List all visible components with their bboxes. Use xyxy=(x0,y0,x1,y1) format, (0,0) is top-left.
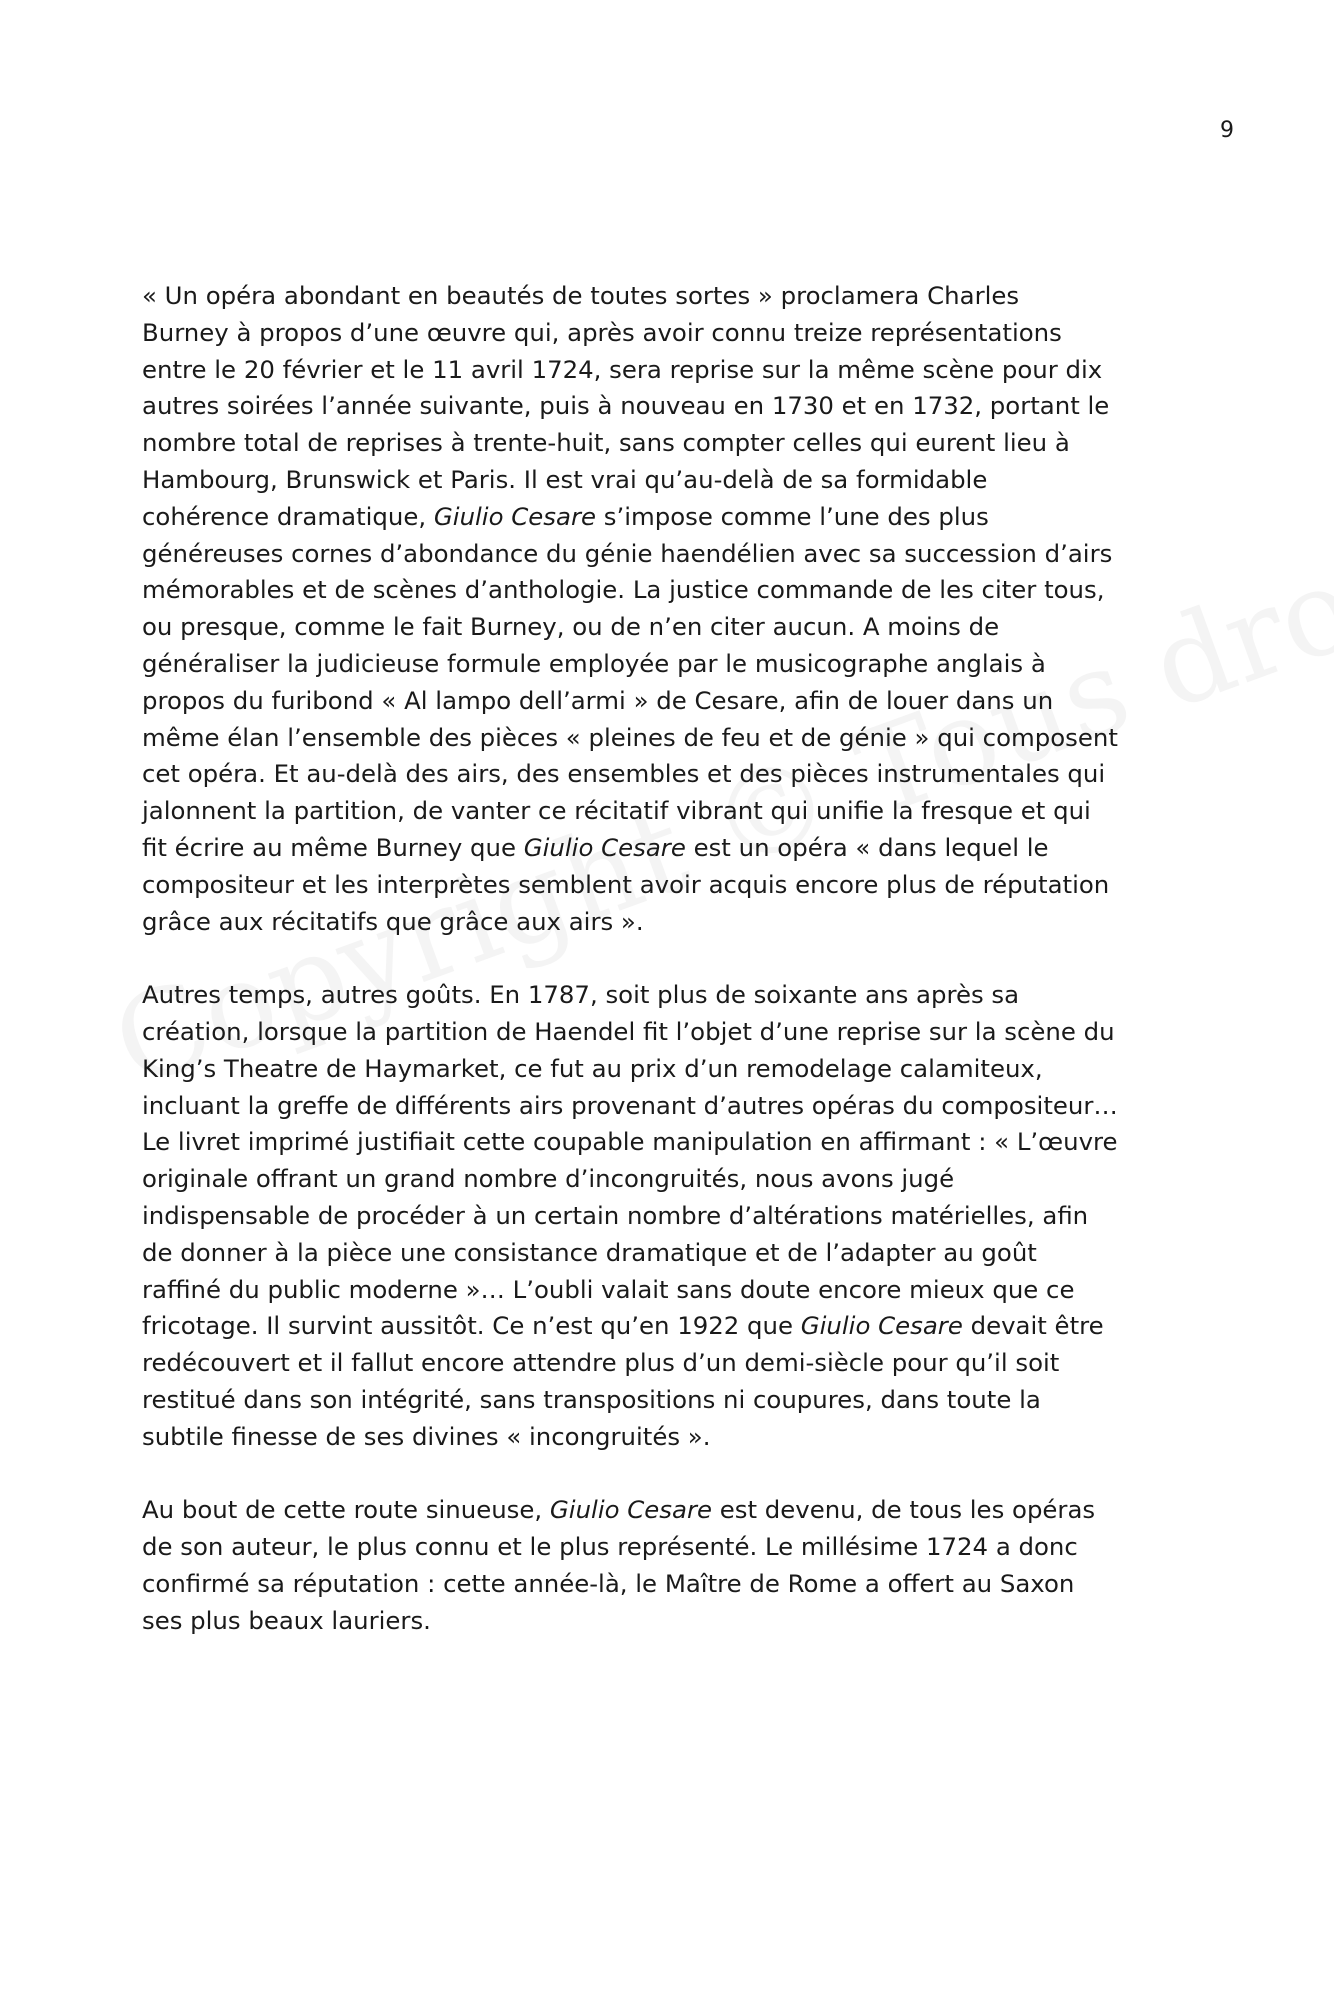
text-line: propos du furibond « Al lampo dell’armi » de Cesare, afin de louer dans un xyxy=(142,685,1054,715)
text-line: même élan l’ensemble des pièces « pleines de feu et de génie » qui composent xyxy=(142,722,1118,752)
text-segment: fricotage. Il survint aussitôt. Ce n’est qu’en 1922 que xyxy=(142,1311,801,1341)
text-line: de son auteur, le plus connu et le plus représenté. Le millésime 1724 a donc xyxy=(142,1532,1078,1562)
text-line: ses plus beaux lauriers. xyxy=(142,1605,431,1635)
opera-title-italic: Giulio Cesare xyxy=(433,501,596,531)
opera-title-italic: Giulio Cesare xyxy=(549,1495,712,1525)
text-line: King’s Theatre de Haymarket, ce fut au prix d’un remodelage calamiteux, xyxy=(142,1053,1043,1083)
page-number: 9 xyxy=(1220,118,1234,143)
text-segment: devait être xyxy=(962,1311,1104,1341)
paragraph-3 xyxy=(142,1492,1197,1639)
text-line: jalonnent la partition, de vanter ce récitatif vibrant qui unifie la fresque et qui xyxy=(142,796,1091,826)
text-segment: fit écrire au même Burney que xyxy=(142,832,524,862)
text-segment: est un opéra « dans lequel le xyxy=(685,832,1049,862)
text-line: indispensable de procéder à un certain nombre d’altérations matérielles, afin xyxy=(142,1200,1089,1230)
text-segment: est devenu, de tous les opéras xyxy=(712,1495,1096,1525)
text-line: « Un opéra abondant en beautés de toutes sortes » proclamera Charles xyxy=(142,281,1020,310)
text-line: originale offrant un grand nombre d’incongruités, nous avons jugé xyxy=(142,1164,955,1194)
text-line: entre le 20 février et le 11 avril 1724, sera reprise sur la même scène pour dix xyxy=(142,354,1103,384)
text-line: création, lorsque la partition de Haendel fit l’objet d’une reprise sur la scène du xyxy=(142,1016,1115,1046)
paragraph-1 xyxy=(142,278,1197,940)
text-line xyxy=(142,499,1197,536)
text-line: compositeur et les interprètes semblent avoir acquis encore plus de réputation xyxy=(142,869,1110,899)
text-line: généraliser la judicieuse formule employée par le musicographe anglais à xyxy=(142,648,1046,678)
text-line: ou presque, comme le fait Burney, ou de n’en citer aucun. A moins de xyxy=(142,612,1000,642)
text-line: raffiné du public moderne »… L’oubli valait sans doute encore mieux que ce xyxy=(142,1274,1075,1304)
text-line: incluant la greffe de différents airs provenant d’autres opéras du compositeur… xyxy=(142,1090,1118,1120)
text-line: redécouvert et il fallut encore attendre plus d’un demi-siècle pour qu’il soit xyxy=(142,1348,1060,1378)
text-line: généreuses cornes d’abondance du génie haendélien avec sa succession d’airs xyxy=(142,538,1113,568)
text-segment: cohérence dramatique, xyxy=(142,501,434,531)
text-line: Le livret imprimé justifiait cette coupable manipulation en affirmant : « L’œuvre xyxy=(142,1127,1118,1157)
opera-title-italic: Giulio Cesare xyxy=(800,1311,963,1341)
text-line xyxy=(142,1492,1197,1529)
text-line: grâce aux récitatifs que grâce aux airs ». xyxy=(142,906,644,936)
text-line: de donner à la pièce une consistance dramatique et de l’adapter au goût xyxy=(142,1237,1037,1267)
text-segment: s’impose comme l’une des plus xyxy=(595,501,989,531)
text-segment: Au bout de cette route sinueuse, xyxy=(142,1495,550,1525)
text-line xyxy=(142,830,1197,867)
text-line: restitué dans son intégrité, sans transpositions ni coupures, dans toute la xyxy=(142,1384,1041,1414)
text-line: cet opéra. Et au-delà des airs, des ensembles et des pièces instrumentales qui xyxy=(142,759,1106,789)
text-line: subtile finesse de ses divines « incongruités ». xyxy=(142,1421,711,1451)
body-text xyxy=(142,278,1197,1676)
text-line: confirmé sa réputation : cette année-là, le Maître de Rome a offert au Saxon xyxy=(142,1568,1075,1598)
text-line: nombre total de reprises à trente-huit, sans compter celles qui eurent lieu à xyxy=(142,428,1070,458)
opera-title-italic: Giulio Cesare xyxy=(523,832,686,862)
text-line: Autres temps, autres goûts. En 1787, soit plus de soixante ans après sa xyxy=(142,980,1020,1010)
text-line: mémorables et de scènes d’anthologie. La justice commande de les citer tous, xyxy=(142,575,1105,605)
text-line: autres soirées l’année suivante, puis à nouveau en 1730 et en 1732, portant le xyxy=(142,391,1110,421)
text-line: Hambourg, Brunswick et Paris. Il est vrai qu’au-delà de sa formidable xyxy=(142,464,988,494)
paragraph-2 xyxy=(142,977,1197,1455)
text-line: Burney à propos d’une œuvre qui, après avoir connu treize représentations xyxy=(142,317,1062,347)
text-line xyxy=(142,1308,1197,1345)
